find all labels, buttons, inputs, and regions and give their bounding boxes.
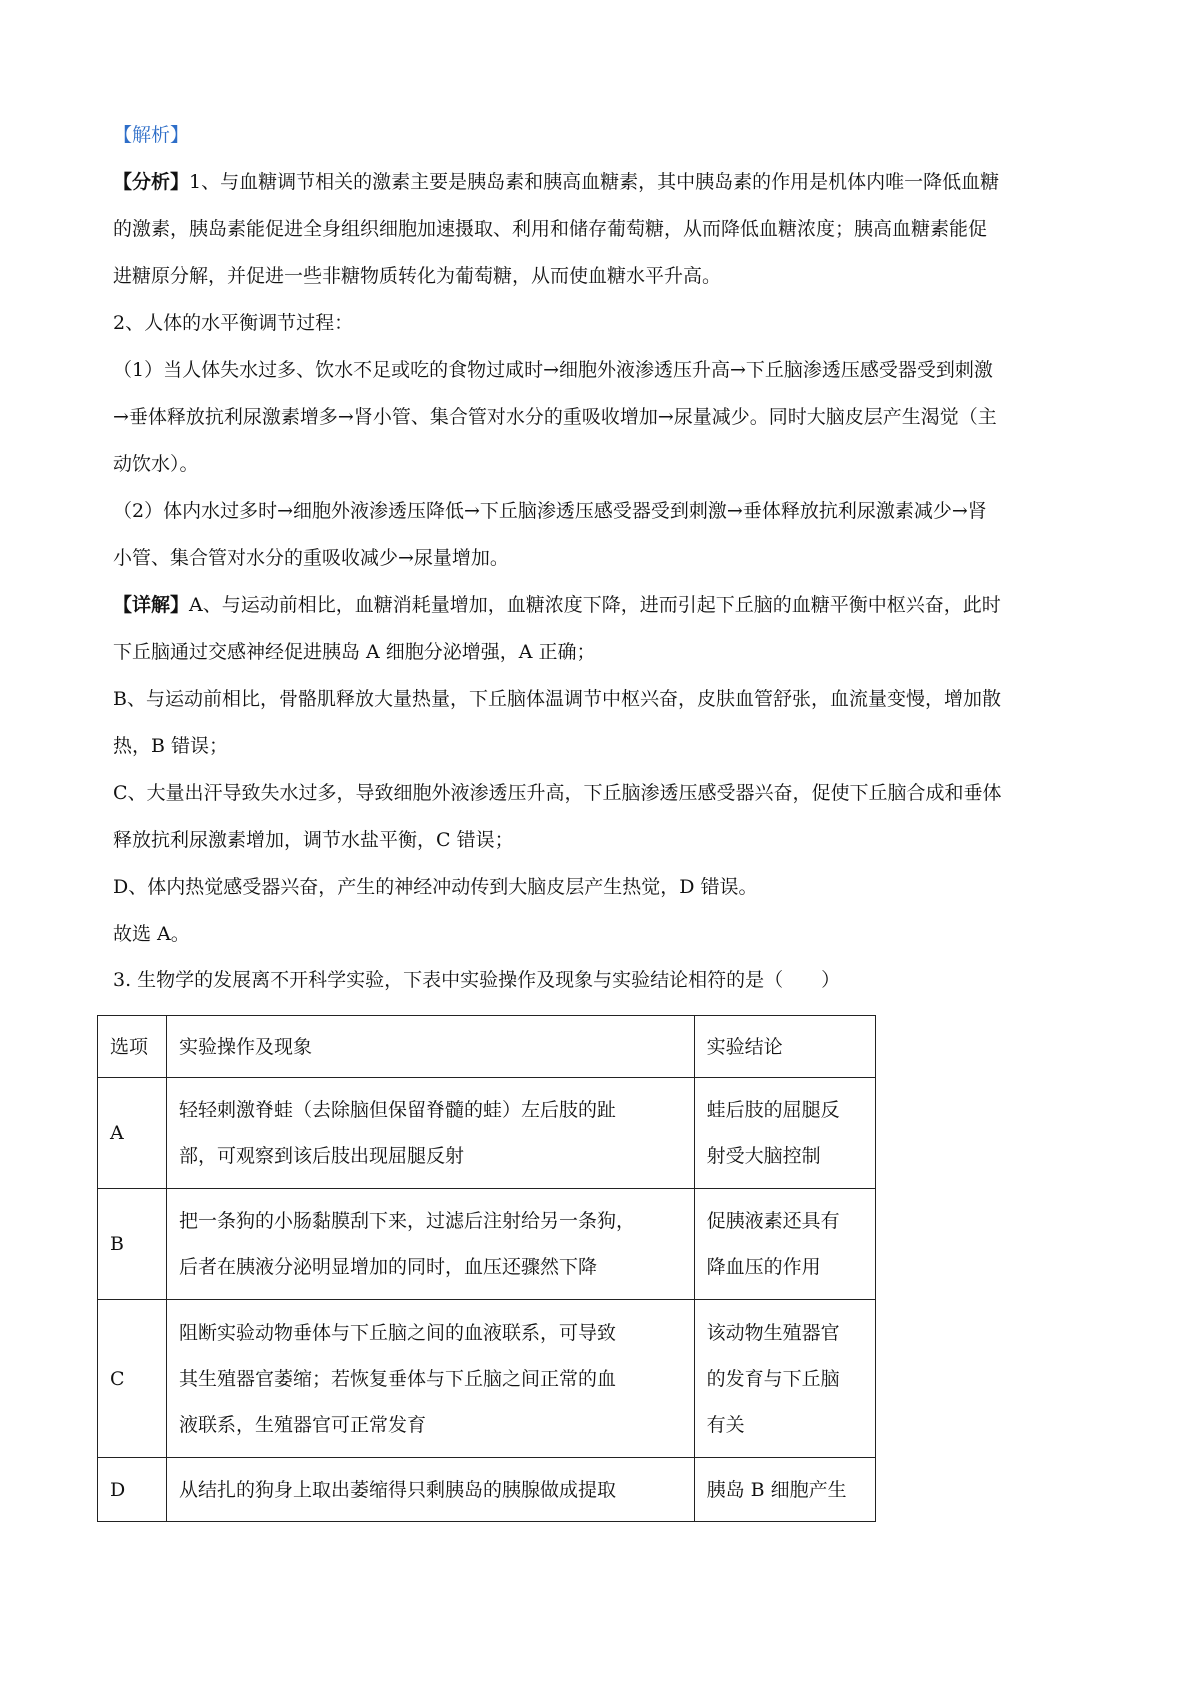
section-heading-jiexi: 【解析】 xyxy=(113,124,190,146)
detail-label: 【详解】 xyxy=(113,594,190,616)
operation-line: 轻轻刺激脊蛙（去除脑但保留脊髓的蛙）左后肢的趾 xyxy=(179,1099,617,1121)
row-operation xyxy=(167,1458,695,1522)
detail-line-2: 下丘脑通过交感神经促进胰岛 A 细胞分泌增强，A 正确； xyxy=(113,641,596,663)
row-conclusion xyxy=(694,1458,875,1522)
analysis-line-2: 的激素，胰岛素能促进全身组织细胞加速摄取、利用和储存葡萄糖，从而降低血糖浓度；胰高血糖素能促 xyxy=(113,218,988,240)
experiment-table xyxy=(97,1015,876,1522)
row-option: D xyxy=(98,1458,167,1522)
header-cell-operation: 实验操作及现象 xyxy=(167,1016,695,1078)
row-conclusion xyxy=(694,1189,875,1300)
row-conclusion xyxy=(694,1300,875,1458)
conclusion-line: 的发育与下丘脑 xyxy=(706,1367,840,1390)
detail-text-1: A、与运动前相比，血糖消耗量增加，血糖浓度下降，进而引起下丘脑的血糖平衡中枢兴奋，此时 xyxy=(189,594,1001,616)
analysis-line-5: （1）当人体失水过多、饮水不足或吃的食物过咸时→细胞外液渗透压升高→下丘脑渗透压感受器受到刺激 xyxy=(113,359,993,381)
conclusion-line: 射受大脑控制 xyxy=(706,1145,821,1167)
detail-line-4: 热，B 错误； xyxy=(113,735,229,757)
row-operation xyxy=(167,1078,695,1189)
table-header-row xyxy=(98,1016,876,1078)
analysis-line-3: 进糖原分解，并促进一些非糖物质转化为葡萄糖，从而使血糖水平升高。 xyxy=(113,265,722,287)
row-option: A xyxy=(98,1078,167,1189)
row-operation xyxy=(167,1189,695,1300)
conclusion-line: 胰岛 B 细胞产生 xyxy=(706,1478,847,1501)
row-operation xyxy=(167,1300,695,1458)
header-cell-conclusion: 实验结论 xyxy=(694,1016,875,1078)
analysis-line-9: 小管、集合管对水分的重吸收减少→尿量增加。 xyxy=(113,547,509,569)
question-3-stem: 3. 生物学的发展离不开科学实验，下表中实验操作及现象与实验结论相符的是（ ） xyxy=(113,969,841,991)
detail-line-6: 释放抗利尿激素增加，调节水盐平衡，C 错误； xyxy=(113,829,514,851)
conclusion-line: 有关 xyxy=(706,1413,745,1436)
table-row xyxy=(98,1458,876,1522)
operation-line: 阻断实验动物垂体与下丘脑之间的血液联系，可导致 xyxy=(179,1321,617,1344)
row-option: C xyxy=(98,1300,167,1458)
analysis-line-4: 2、人体的水平衡调节过程： xyxy=(113,312,354,334)
analysis-text-1: 1、与血糖调节相关的激素主要是胰岛素和胰高血糖素，其中胰岛素的作用是机体内唯一降低血糖 xyxy=(189,171,1000,193)
row-conclusion xyxy=(694,1078,875,1189)
operation-line: 后者在胰液分泌明显增加的同时，血压还骤然下降 xyxy=(179,1256,598,1278)
table-row xyxy=(98,1189,876,1300)
row-option: B xyxy=(98,1189,167,1300)
header-cell-option: 选项 xyxy=(98,1016,167,1078)
operation-line: 把一条狗的小肠黏膜刮下来，过滤后注射给另一条狗， xyxy=(179,1210,636,1232)
conclusion-line: 促胰液素还具有 xyxy=(706,1210,840,1232)
analysis-line-8: （2）体内水过多时→细胞外液渗透压降低→下丘脑渗透压感受器受到刺激→垂体释放抗利尿激素减少→肾 xyxy=(113,500,987,522)
operation-line: 液联系，生殖器官可正常发育 xyxy=(179,1413,427,1436)
analysis-line-7: 动饮水）。 xyxy=(113,453,199,475)
detail-line-1 xyxy=(113,593,1001,617)
analysis-line-6: →垂体释放抗利尿激素增多→肾小管、集合管对水分的重吸收增加→尿量减少。同时大脑皮层产生渴觉（主 xyxy=(113,406,997,428)
table-row xyxy=(98,1078,876,1189)
analysis-label: 【分析】 xyxy=(113,171,190,193)
detail-line-7: D、体内热觉感受器兴奋，产生的神经冲动传到大脑皮层产生热觉，D 错误。 xyxy=(113,876,758,898)
table-row xyxy=(98,1300,876,1458)
detail-line-3: B、与运动前相比，骨骼肌释放大量热量，下丘脑体温调节中枢兴奋，皮肤血管舒张，血流量变慢，增加散 xyxy=(113,688,1001,710)
detail-line-8: 故选 A。 xyxy=(113,923,190,945)
conclusion-line: 该动物生殖器官 xyxy=(706,1321,840,1344)
analysis-line-1 xyxy=(113,170,999,194)
operation-line: 部，可观察到该后肢出现屈腿反射 xyxy=(179,1145,465,1167)
conclusion-line: 降血压的作用 xyxy=(706,1256,821,1278)
detail-line-5: C、大量出汗导致失水过多，导致细胞外液渗透压升高，下丘脑渗透压感受器兴奋，促使下丘脑合成和垂体 xyxy=(113,782,1002,804)
conclusion-line: 蛙后肢的屈腿反 xyxy=(706,1099,840,1121)
operation-line: 从结扎的狗身上取出萎缩得只剩胰岛的胰腺做成提取 xyxy=(179,1478,617,1501)
operation-line: 其生殖器官萎缩；若恢复垂体与下丘脑之间正常的血 xyxy=(179,1367,617,1390)
